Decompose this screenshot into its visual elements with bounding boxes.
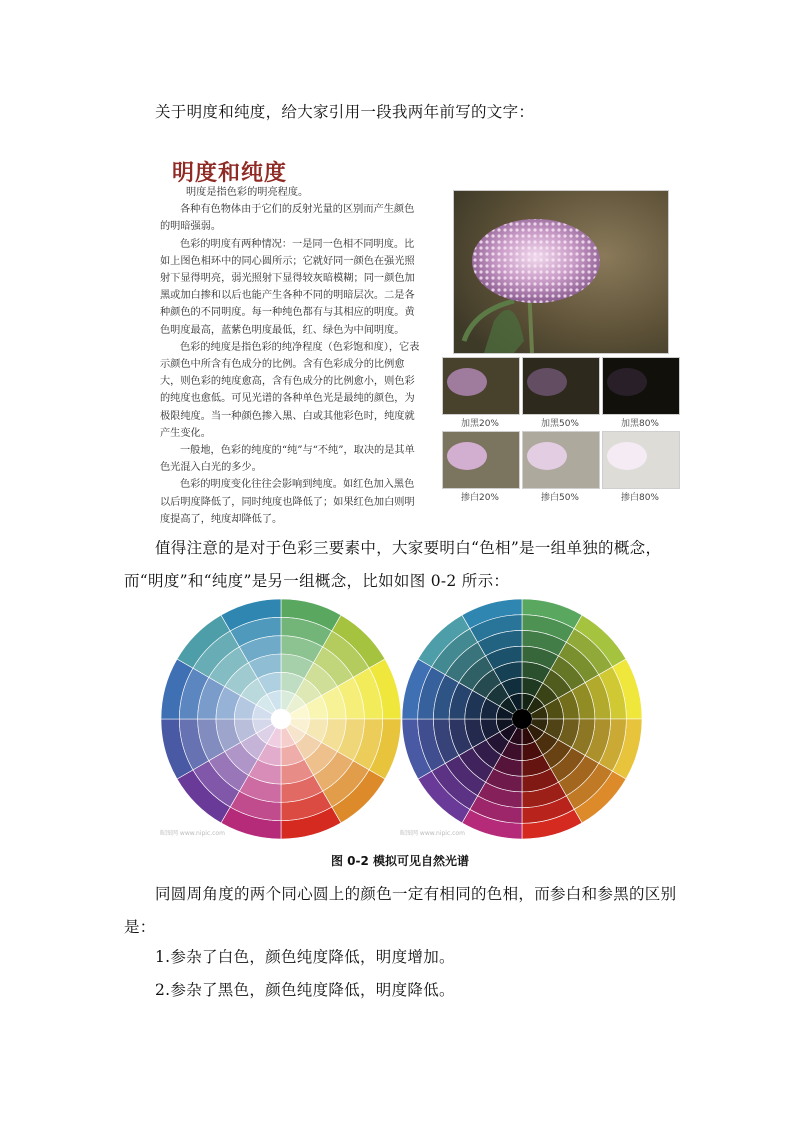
body-paragraph-2 — [124, 532, 684, 598]
thumb-label: 掺白80% — [620, 493, 659, 503]
inset-paragraph: 色彩的纯度是指色彩的纯净程度（色彩饱和度），它表示颜色中所含有色成分的比例。含有色彩成分的比例愈大，则色彩的纯度愈高，含有色成分的比例愈小，则色彩的纯度也愈低。可见光谱的各种单色光是最纯的颜色，为极限纯度。当一种颜色掺入黑、白或其他彩色时，纯度就产生变化。 — [160, 341, 420, 439]
inset-figure — [160, 150, 680, 525]
thumb-image — [442, 431, 520, 489]
inset-paragraph: 色彩的明度变化往往会影响到纯度。如红色加入黑色以后明度降低了，同时纯度也降低了；如果红色加白则明度提高了，纯度却降低了。 — [160, 479, 415, 525]
thumb-label: 加黑80% — [620, 419, 659, 429]
watermark-left: 昵图网 www.nipic.com — [160, 830, 225, 837]
list-item-1: 1.参杂了白色，颜色纯度降低，明度增加。 — [155, 948, 455, 966]
thumb-image — [602, 431, 680, 489]
wheel-center — [512, 709, 532, 729]
body-paragraph-3: 同圆周角度的两个同心圆上的颜色一定有相同的色相，而参白和参黑的区别是： — [124, 885, 677, 936]
color-wheel-shade — [402, 599, 642, 839]
inset-title: 明度和纯度 — [172, 160, 288, 186]
inset-paragraph: 一般地，色彩的纯度的“纯”与“不纯”，取决的是其单色光混入白光的多少。 — [160, 445, 415, 474]
inset-paragraph: 色彩的明度有两种情况：一是同一色相不同明度。比如上图色相环中的同心圆所示；它就好同一颜色在强光照射下显得明亮，弱光照射下显得较灰暗模糊；同一颜色加黑或加白掺和以后也能产生各种不同的明暗层次。二是各种颜色的不同明度。每一种纯色都有与其相应的明度。黄色明度最高，蓝紫色明度最低，红、绿色为中间明度。 — [160, 238, 415, 336]
body-line: 值得注意的是对于色彩三要素中，大家要明白“色相”是一组单独的概念， — [155, 539, 662, 557]
thumb-label: 掺白50% — [540, 493, 579, 503]
inset-paragraph: 明度是指色彩的明亮程度。 — [186, 187, 309, 198]
thumb-label: 掺白20% — [460, 493, 499, 503]
thumb-image — [522, 357, 600, 415]
watermark-right: 昵图网 www.nipic.com — [400, 830, 465, 837]
list-item-2: 2.参杂了黑色，颜色纯度降低，明度降低。 — [155, 981, 455, 999]
thumb-image — [442, 357, 520, 415]
flower-photo — [453, 190, 669, 354]
intro-paragraph: 关于明度和纯度，给大家引用一段我两年前写的文字： — [155, 103, 535, 121]
thumb-label: 加黑20% — [460, 419, 499, 429]
thumb-image — [602, 357, 680, 415]
thumb-label: 加黑50% — [540, 419, 579, 429]
thumb-image — [522, 431, 600, 489]
wheel-center — [271, 709, 291, 729]
color-wheel-tint — [161, 599, 401, 839]
inset-text — [160, 184, 422, 528]
color-wheels-figure — [158, 596, 648, 846]
figure-caption: 图 0-2 模拟可见自然光谱 — [330, 854, 470, 868]
body-line: 而“明度”和“纯度”是另一组概念，比如如图 0-2 所示： — [124, 572, 510, 590]
inset-paragraph: 各种有色物体由于它们的反射光量的区别而产生颜色的明暗强弱。 — [160, 204, 415, 233]
